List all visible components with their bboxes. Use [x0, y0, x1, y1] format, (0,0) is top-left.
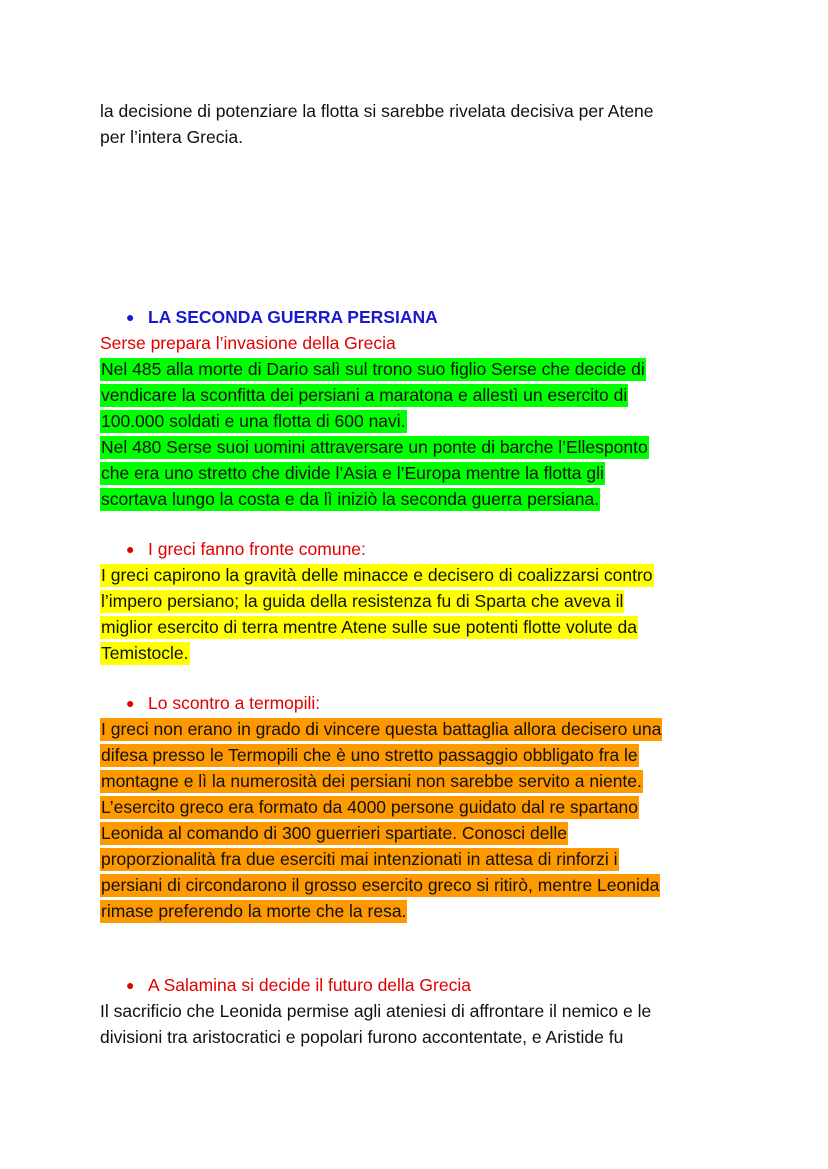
highlighted-line: miglior esercito di terra mentre Atene sulle sue potenti flotte volute da	[101, 617, 637, 637]
section-heading-greci-fronte	[126, 536, 366, 562]
heading-text: Lo scontro a termopili:	[148, 693, 321, 713]
bullet-icon: ●	[126, 695, 135, 711]
section-heading-termopili	[126, 690, 320, 716]
highlighted-line: Temistocle.	[101, 643, 189, 663]
highlighted-line: I greci capirono la gravità delle minacce e decisero di coalizzarsi contro	[101, 565, 653, 585]
highlighted-line: difesa presso le Termopili che è uno stretto passaggio obbligato fra le	[101, 745, 638, 765]
heading-text: LA SECONDA GUERRA PERSIANA	[148, 307, 438, 327]
highlighted-line: 100.000 soldati e una flotta di 600 navi.	[101, 411, 406, 431]
section-heading-seconda-guerra	[126, 304, 438, 330]
highlighted-line: persiani di circondarono il grosso esercito greco si ritirò, mentre Leonida	[101, 875, 660, 895]
highlighted-line: vendicare la sconfitta dei persiani a maratona e allestì un esercito di	[101, 385, 628, 405]
highlighted-line: Nel 480 Serse suoi uomini attraversare un ponte di barche l’Ellesponto	[101, 437, 648, 457]
highlighted-line: l’impero persiano; la guida della resistenza fu di Sparta che aveva il	[101, 591, 624, 611]
highlighted-line: rimase preferendo la morte che la resa.	[101, 901, 407, 921]
highlighted-line: I greci non erano in grado di vincere questa battaglia allora decisero una	[101, 719, 662, 739]
heading-text: A Salamina si decide il futuro della Grecia	[148, 975, 471, 995]
heading-text: I greci fanno fronte comune:	[148, 539, 366, 559]
highlighted-line: Nel 485 alla morte di Dario salì sul trono suo figlio Serse che decide di	[101, 359, 645, 379]
highlighted-line: montagne e lì la numerosità dei persiani non sarebbe servito a niente.	[101, 771, 642, 791]
bullet-icon: ●	[126, 977, 135, 993]
highlighted-line: proporzionalità fra due eserciti mai intenzionati in attesa di rinforzi i	[101, 849, 618, 869]
highlighted-line: L’esercito greco era formato da 4000 persone guidato dal re spartano	[101, 797, 639, 817]
section4-body	[100, 998, 760, 1050]
intro-paragraph	[100, 98, 760, 150]
body-line: divisioni tra aristocratici e popolari furono accontentate, e Aristide fu	[100, 1027, 624, 1047]
highlighted-line: scortava lungo la costa e da lì iniziò la seconda guerra persiana.	[101, 489, 600, 509]
highlighted-line: che era uno stretto che divide l’Asia e l’Europa mentre la flotta gli	[101, 463, 604, 483]
bullet-icon: ●	[126, 541, 135, 557]
section1-body	[100, 330, 760, 512]
section-heading-salamina	[126, 972, 471, 998]
intro-line: la decisione di potenziare la flotta si sarebbe rivelata decisiva per Atene	[100, 101, 654, 121]
highlighted-line: Leonida al comando di 300 guerrieri spartiate. Conosci delle	[101, 823, 567, 843]
intro-line: per l’intera Grecia.	[100, 127, 243, 147]
subheading: Serse prepara l’invasione della Grecia	[100, 333, 396, 353]
section2-body	[100, 562, 760, 666]
section3-body	[100, 716, 760, 924]
body-line: Il sacrificio che Leonida permise agli ateniesi di affrontare il nemico e le	[100, 1001, 652, 1021]
bullet-icon: ●	[126, 309, 135, 325]
